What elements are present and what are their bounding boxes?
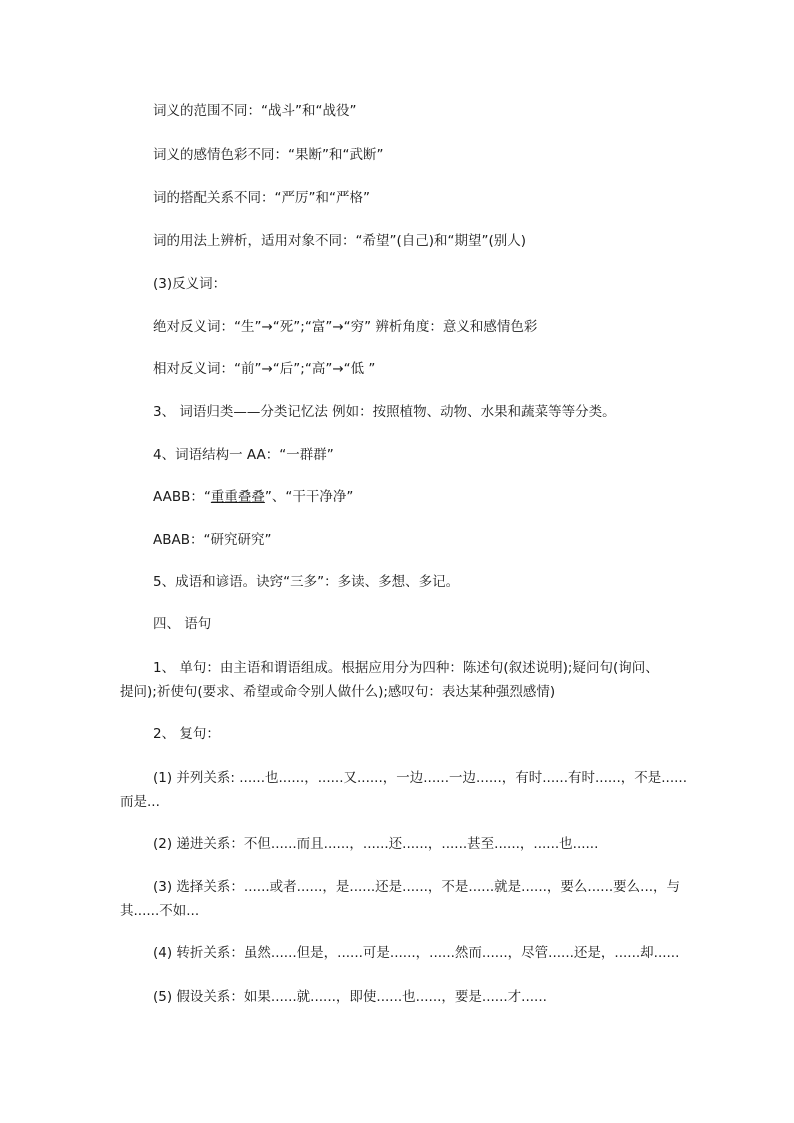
- text-line: 而是...: [120, 794, 160, 810]
- underlined-text: 重重叠叠: [210, 489, 265, 505]
- text-line: 其......不如...: [120, 903, 200, 919]
- text-line: [153, 488, 353, 506]
- text-line: 1、 单句：由主语和谓语组成。根据应用分为四种：陈述句(叙述说明);疑问句(询问、: [153, 660, 659, 676]
- text-line: 词的搭配关系不同：“严厉”和“严格”: [153, 190, 370, 206]
- text-line: (3) 选择关系：......或者......，是......还是......，不是......就是......，要么......要么...，与: [153, 879, 681, 895]
- text-line: 3、 词语归类——分类记忆法 例如：按照植物、动物、水果和蔬菜等等分类。: [153, 404, 616, 420]
- text-line: (2) 递进关系：不但......而且......，......还......，......甚至......，......也......: [153, 836, 599, 852]
- text-line: (4) 转折关系：虽然......但是，......可是......，......然而......，尽管......还是，......却......: [153, 945, 680, 961]
- text-line: ABAB：“研究研究”: [153, 532, 272, 548]
- text-line: (1) 并列关系: ......也......，......又......，一边......一边......，有时......有时......，不是......: [153, 770, 687, 786]
- text-line: 词义的感情色彩不同：“果断”和“武断”: [153, 147, 384, 163]
- text-line: 相对反义词：“前”→“后”;“高”→“低 ”: [153, 361, 376, 377]
- section-heading: (3)反义词：: [153, 276, 227, 292]
- text-line: 提问);祈使句(要求、希望或命令别人做什么);感叹句：表达某种强烈感情): [120, 684, 556, 700]
- text-segment: AABB：“: [153, 489, 211, 505]
- section-heading: 四、 语句: [153, 616, 212, 632]
- text-line: 词的用法上辨析，适用对象不同：“希望”(自己)和“期望”(别人): [153, 233, 527, 249]
- text-line: 5、成语和谚语。诀窍“三多”：多读、多想、多记。: [153, 574, 460, 590]
- text-line: 绝对反义词：“生”→“死”;“富”→“穷” 辨析角度：意义和感情色彩: [153, 319, 538, 335]
- text-line: 4、词语结构一 AA：“一群群”: [153, 447, 334, 463]
- text-line: (5) 假设关系：如果......就......，即使......也......，要是......才......: [153, 989, 547, 1005]
- text-line: 词义的范围不同：“战斗”和“战役”: [153, 103, 357, 119]
- text-segment: ”、“干干净净”: [264, 489, 354, 505]
- text-line: 2、 复句：: [153, 726, 220, 742]
